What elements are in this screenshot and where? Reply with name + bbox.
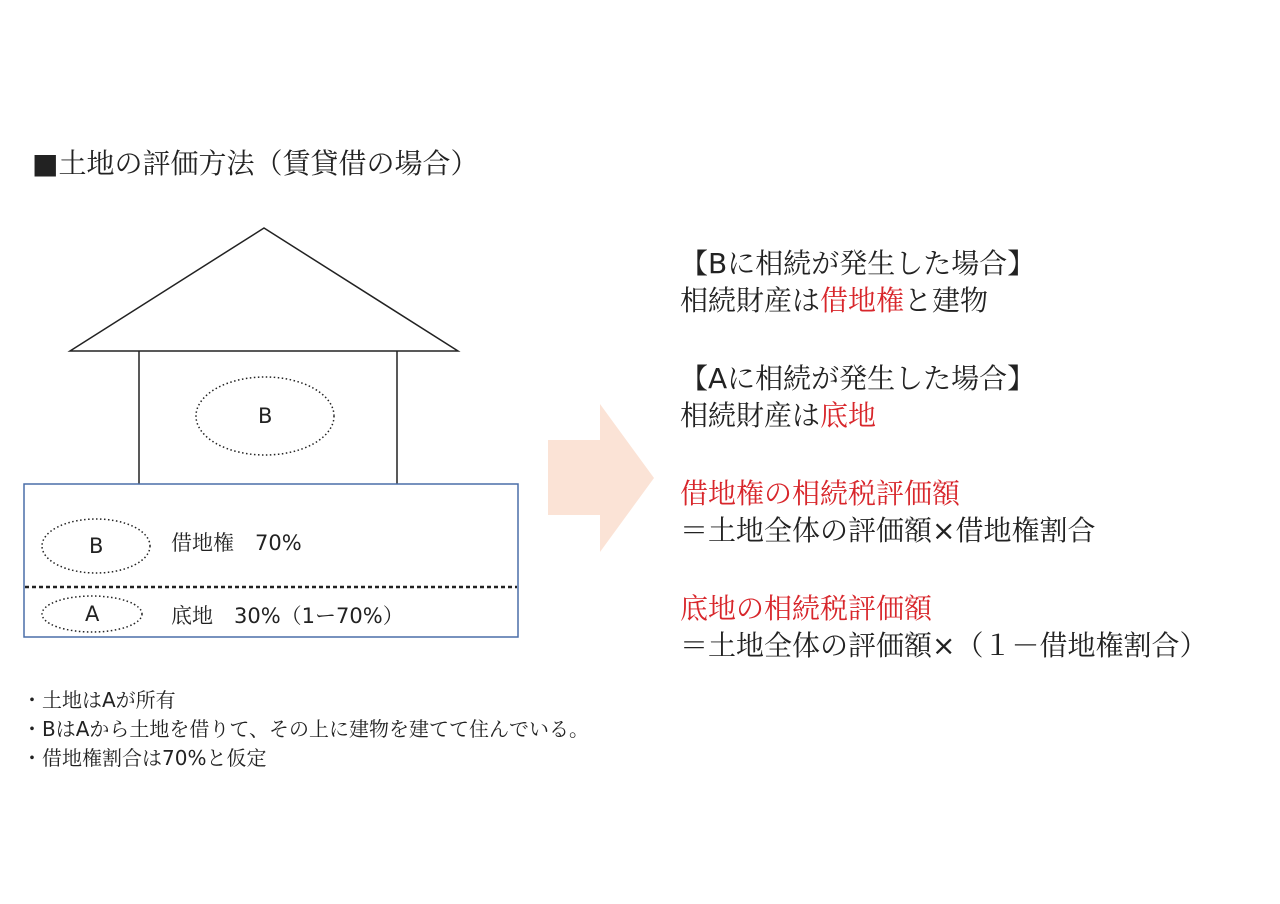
case-b-suffix: と建物 [904,284,989,317]
landbase-formula: ＝土地全体の評価額×（１－借地権割合） [680,629,1208,662]
note-item: ・借地権割合は70%と仮定 [22,746,267,770]
case-b-prefix: 相続財産は [680,284,821,317]
landbase-text: 底地 30%（1ー70%） [171,604,404,628]
page-title: ■土地の評価方法（賃貸借の場合） [32,147,479,180]
notes-list [22,686,589,773]
case-a-prefix: 相続財産は [680,399,821,432]
landbase-formula-title: 底地の相続税評価額 [680,592,933,625]
leasehold-text: 借地権 70% [171,531,302,555]
house-label: B [258,404,273,428]
note-item: ・土地はAが所有 [22,688,176,712]
case-b-highlight: 借地権 [820,284,905,317]
case-a-heading: 【Aに相続が発生した場合】 [680,362,1036,395]
landbase-ellipse-label: A [85,602,100,626]
explanation-panel [680,245,1207,664]
right-arrow-shape [548,404,654,552]
leasehold-formula-title: 借地権の相続税評価額 [680,477,961,510]
house-roof [70,228,458,351]
case-b-result [680,282,1207,319]
case-a-result [680,397,1207,434]
note-item: ・BはAから土地を借りて、その上に建物を建てて住んでいる。 [22,717,590,741]
case-a-highlight: 底地 [820,399,877,432]
case-b-heading: 【Bに相続が発生した場合】 [680,247,1036,280]
leasehold-formula: ＝土地全体の評価額×借地権割合 [680,514,1096,547]
leasehold-ellipse-label: B [89,534,104,558]
